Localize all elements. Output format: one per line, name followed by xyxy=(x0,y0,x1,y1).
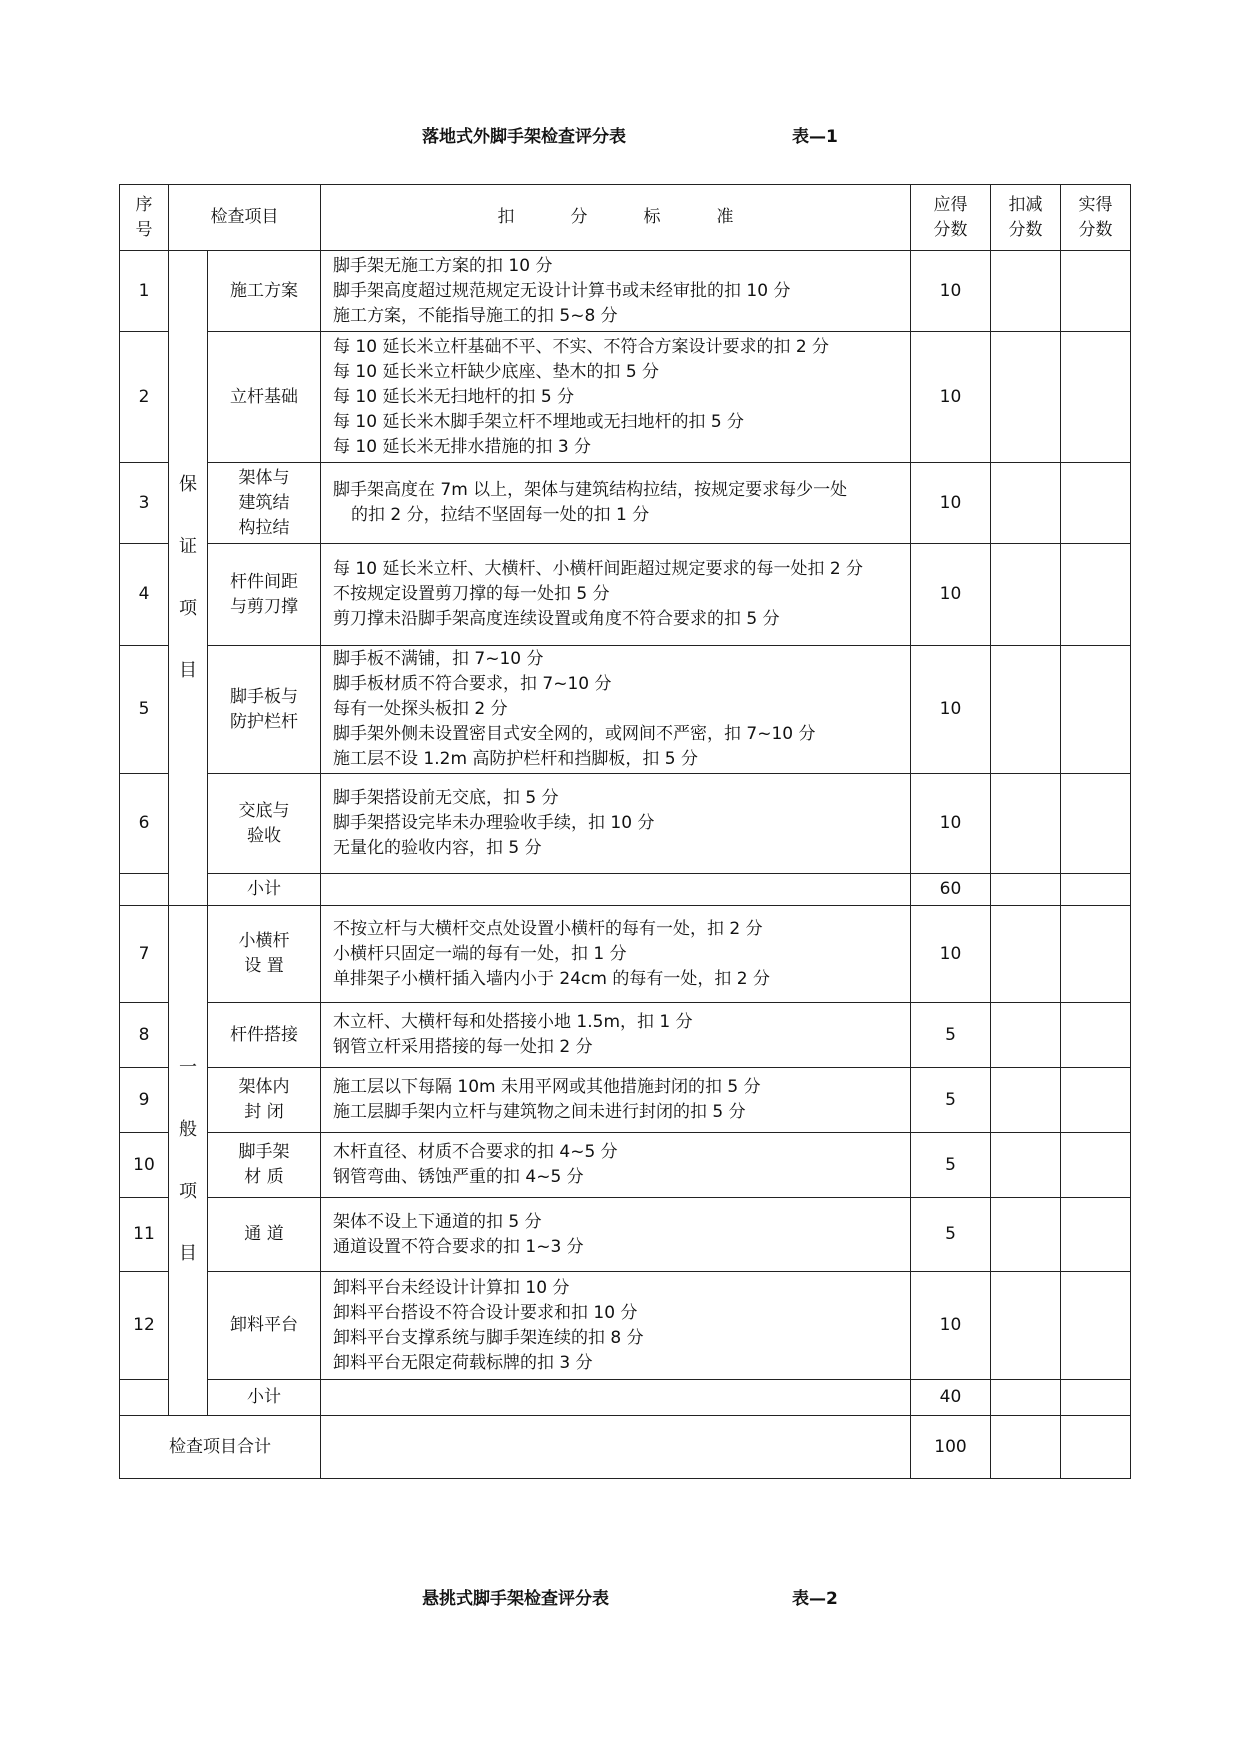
row-item: 施工方案 xyxy=(208,251,321,332)
table-row xyxy=(120,1068,1131,1133)
row-item: 小横杆 设 置 xyxy=(208,906,321,1003)
row-deduct-score[interactable] xyxy=(991,774,1061,874)
row-no: 11 xyxy=(120,1198,169,1272)
row-actual-score[interactable] xyxy=(1061,1198,1131,1272)
row-deduct-score[interactable] xyxy=(991,332,1061,463)
table2-title: 悬挑式脚手架检查评分表 xyxy=(422,1589,609,1609)
group-label-guarantee: 保 证 项 目 xyxy=(169,251,208,906)
row-criteria: 木立杆、大横杆每和处搭接小地 1.5m，扣 1 分 钢管立杆采用搭接的每一处扣 2 分 xyxy=(321,1003,911,1068)
row-deduct-score[interactable] xyxy=(991,1272,1061,1380)
subtotal-score: 60 xyxy=(911,874,991,906)
subtotal-label: 小计 xyxy=(208,1380,321,1416)
row-actual-score[interactable] xyxy=(1061,774,1131,874)
subtotal-criteria-blank xyxy=(321,874,911,906)
subtotal-blank xyxy=(120,1380,169,1416)
row-criteria: 脚手架高度在 7m 以上，架体与建筑结构拉结，按规定要求每少一处 的扣 2 分，拉结不坚固每一处的扣 1 分 xyxy=(321,463,911,544)
table-row xyxy=(120,544,1131,646)
total-score: 100 xyxy=(911,1416,991,1479)
header-item: 检查项目 xyxy=(169,185,321,251)
subtotal-label: 小计 xyxy=(208,874,321,906)
header-should-score: 应得 分数 xyxy=(911,185,991,251)
table1-title: 落地式外脚手架检查评分表 xyxy=(422,127,626,147)
row-item: 卸料平台 xyxy=(208,1272,321,1380)
row-no: 9 xyxy=(120,1068,169,1133)
group-label-general: 一 般 项 目 xyxy=(169,906,208,1416)
total-row xyxy=(120,1416,1131,1479)
row-no: 4 xyxy=(120,544,169,646)
row-no: 5 xyxy=(120,646,169,774)
row-no: 3 xyxy=(120,463,169,544)
row-item: 通 道 xyxy=(208,1198,321,1272)
header-actual-score: 实得 分数 xyxy=(1061,185,1131,251)
header-row xyxy=(120,185,1131,251)
subtotal-actual[interactable] xyxy=(1061,1380,1131,1416)
subtotal-deduct[interactable] xyxy=(991,874,1061,906)
table1-heading xyxy=(0,122,1241,152)
table-row xyxy=(120,332,1131,463)
row-should-score: 10 xyxy=(911,774,991,874)
total-criteria-blank xyxy=(321,1416,911,1479)
table-row xyxy=(120,906,1131,1003)
row-item: 杆件搭接 xyxy=(208,1003,321,1068)
subtotal-row xyxy=(120,874,1131,906)
subtotal-actual[interactable] xyxy=(1061,874,1131,906)
row-item: 立杆基础 xyxy=(208,332,321,463)
subtotal-deduct[interactable] xyxy=(991,1380,1061,1416)
row-item: 脚手架 材 质 xyxy=(208,1133,321,1198)
row-should-score: 5 xyxy=(911,1133,991,1198)
row-should-score: 10 xyxy=(911,332,991,463)
row-actual-score[interactable] xyxy=(1061,544,1131,646)
row-item: 杆件间距 与剪刀撑 xyxy=(208,544,321,646)
row-actual-score[interactable] xyxy=(1061,1272,1131,1380)
header-deduct-score: 扣减 分数 xyxy=(991,185,1061,251)
total-label: 检查项目合计 xyxy=(120,1416,321,1479)
row-deduct-score[interactable] xyxy=(991,1003,1061,1068)
table-row xyxy=(120,1198,1131,1272)
row-criteria: 脚手架搭设前无交底，扣 5 分 脚手架搭设完毕未办理验收手续，扣 10 分 无量化的验收内容，扣 5 分 xyxy=(321,774,911,874)
row-actual-score[interactable] xyxy=(1061,1068,1131,1133)
subtotal-score: 40 xyxy=(911,1380,991,1416)
row-deduct-score[interactable] xyxy=(991,1068,1061,1133)
row-no: 8 xyxy=(120,1003,169,1068)
row-no: 1 xyxy=(120,251,169,332)
row-should-score: 10 xyxy=(911,1272,991,1380)
subtotal-row xyxy=(120,1380,1131,1416)
total-deduct[interactable] xyxy=(991,1416,1061,1479)
row-criteria: 架体不设上下通道的扣 5 分 通道设置不符合要求的扣 1~3 分 xyxy=(321,1198,911,1272)
row-criteria: 不按立杆与大横杆交点处设置小横杆的每有一处，扣 2 分 小横杆只固定一端的每有一处，扣 1 分 单排架子小横杆插入墙内小于 24cm 的每有一处，扣 2 分 xyxy=(321,906,911,1003)
row-should-score: 10 xyxy=(911,251,991,332)
row-no: 12 xyxy=(120,1272,169,1380)
row-no: 10 xyxy=(120,1133,169,1198)
row-should-score: 10 xyxy=(911,544,991,646)
row-deduct-score[interactable] xyxy=(991,251,1061,332)
table2-number: 表—2 xyxy=(792,1589,838,1609)
total-actual[interactable] xyxy=(1061,1416,1131,1479)
row-criteria: 每 10 延长米立杆基础不平、不实、不符合方案设计要求的扣 2 分 每 10 延长米立杆缺少底座、垫木的扣 5 分 每 10 延长米无扫地杆的扣 5 分 每 10 延长米木脚手架立杆不埋地或无扫地杆的扣 5 分 每 10 延长米无排水措施的扣 3 分 xyxy=(321,332,911,463)
row-criteria: 脚手板不满铺，扣 7~10 分 脚手板材质不符合要求，扣 7~10 分 每有一处探头板扣 2 分 脚手架外侧未设置密目式安全网的，或网间不严密，扣 7~10 分 施工层不设 1.2m 高防护栏杆和挡脚板，扣 5 分 xyxy=(321,646,911,774)
header-criteria: 扣 分 标 准 xyxy=(321,185,911,251)
table-row xyxy=(120,251,1131,332)
row-deduct-score[interactable] xyxy=(991,906,1061,1003)
row-item: 架体与 建筑结 构拉结 xyxy=(208,463,321,544)
row-should-score: 10 xyxy=(911,463,991,544)
header-seq: 序 号 xyxy=(120,185,169,251)
row-should-score: 5 xyxy=(911,1068,991,1133)
row-item: 脚手板与 防护栏杆 xyxy=(208,646,321,774)
row-actual-score[interactable] xyxy=(1061,906,1131,1003)
row-deduct-score[interactable] xyxy=(991,463,1061,544)
row-should-score: 10 xyxy=(911,906,991,1003)
score-table xyxy=(119,184,1131,1479)
table-row xyxy=(120,646,1131,774)
row-actual-score[interactable] xyxy=(1061,251,1131,332)
row-actual-score[interactable] xyxy=(1061,1003,1131,1068)
row-criteria: 脚手架无施工方案的扣 10 分 脚手架高度超过规范规定无设计计算书或未经审批的扣 10 分 施工方案，不能指导施工的扣 5~8 分 xyxy=(321,251,911,332)
subtotal-criteria-blank xyxy=(321,1380,911,1416)
row-item: 交底与 验收 xyxy=(208,774,321,874)
subtotal-blank xyxy=(120,874,169,906)
table2-heading xyxy=(0,1584,1241,1614)
row-should-score: 10 xyxy=(911,646,991,774)
row-should-score: 5 xyxy=(911,1003,991,1068)
row-deduct-score[interactable] xyxy=(991,1198,1061,1272)
table-row xyxy=(120,463,1131,544)
row-actual-score[interactable] xyxy=(1061,646,1131,774)
row-item: 架体内 封 闭 xyxy=(208,1068,321,1133)
row-actual-score[interactable] xyxy=(1061,463,1131,544)
table-row xyxy=(120,1133,1131,1198)
table-row xyxy=(120,1272,1131,1380)
table-row xyxy=(120,1003,1131,1068)
row-criteria: 卸料平台未经设计计算扣 10 分 卸料平台搭设不符合设计要求和扣 10 分 卸料平台支撑系统与脚手架连续的扣 8 分 卸料平台无限定荷载标牌的扣 3 分 xyxy=(321,1272,911,1380)
row-should-score: 5 xyxy=(911,1198,991,1272)
row-no: 6 xyxy=(120,774,169,874)
row-no: 7 xyxy=(120,906,169,1003)
row-actual-score[interactable] xyxy=(1061,332,1131,463)
table1-number: 表—1 xyxy=(792,127,838,147)
table-row xyxy=(120,774,1131,874)
row-criteria: 每 10 延长米立杆、大横杆、小横杆间距超过规定要求的每一处扣 2 分 不按规定设置剪刀撑的每一处扣 5 分 剪刀撑未沿脚手架高度连续设置或角度不符合要求的扣 5 分 xyxy=(321,544,911,646)
row-deduct-score[interactable] xyxy=(991,1133,1061,1198)
row-criteria: 施工层以下每隔 10m 未用平网或其他措施封闭的扣 5 分 施工层脚手架内立杆与建筑物之间未进行封闭的扣 5 分 xyxy=(321,1068,911,1133)
row-criteria: 木杆直径、材质不合要求的扣 4~5 分 钢管弯曲、锈蚀严重的扣 4~5 分 xyxy=(321,1133,911,1198)
row-actual-score[interactable] xyxy=(1061,1133,1131,1198)
row-deduct-score[interactable] xyxy=(991,544,1061,646)
row-no: 2 xyxy=(120,332,169,463)
row-deduct-score[interactable] xyxy=(991,646,1061,774)
